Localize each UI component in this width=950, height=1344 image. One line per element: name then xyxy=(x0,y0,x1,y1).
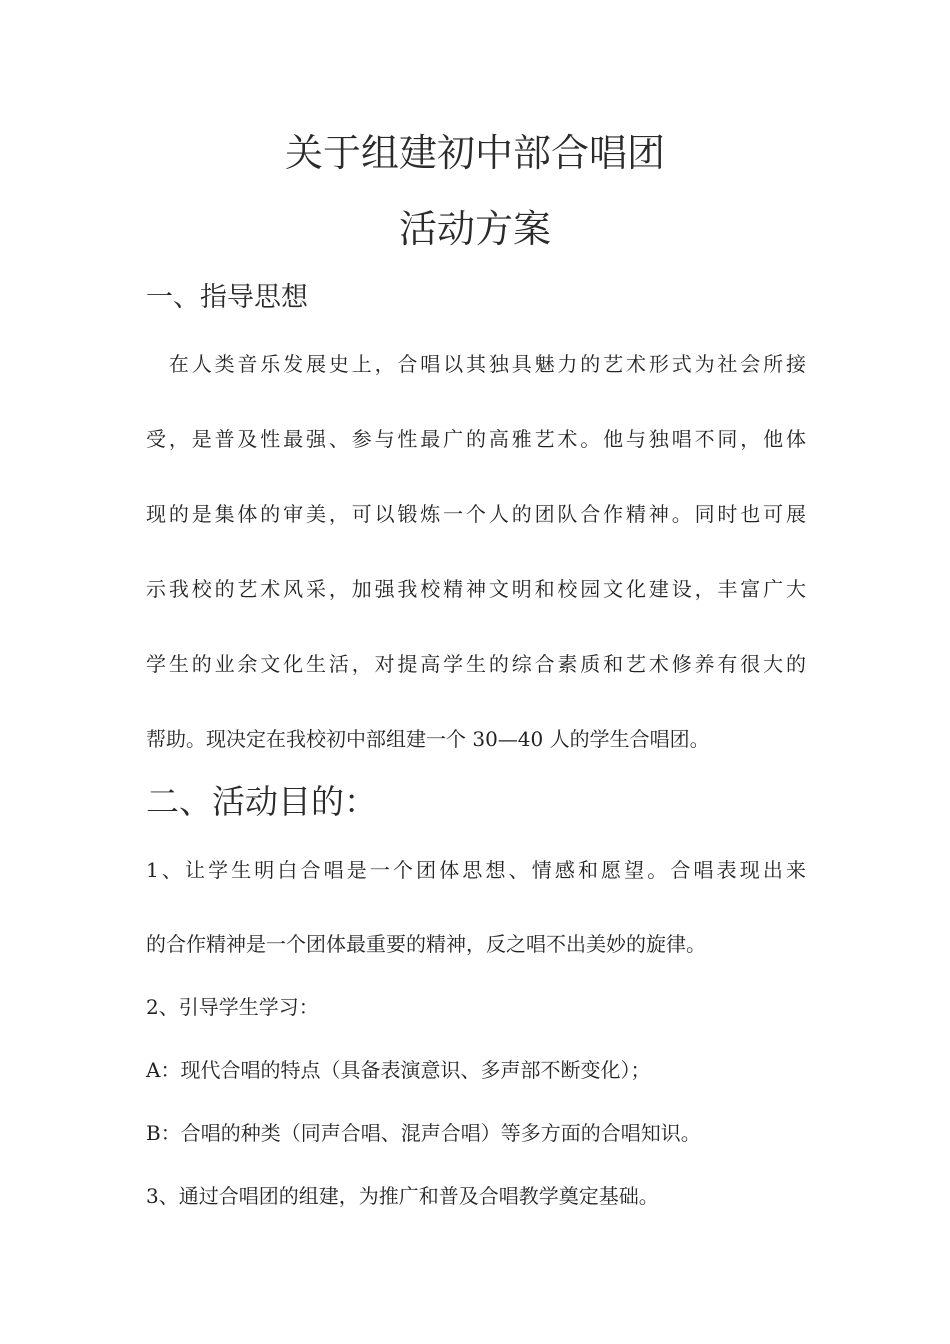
document-title-line-2: 活动方案 xyxy=(398,207,551,251)
section-2-item-2: 2、引导学生学习： xyxy=(146,995,319,1019)
section-2-item-2-b: B：合唱的种类（同声合唱、混声合唱）等多方面的合唱知识。 xyxy=(146,1121,701,1145)
section-2-item-3: 3、通过合唱团的组建，为推广和普及合唱教学奠定基础。 xyxy=(146,1184,659,1208)
section-1-line-3: 现的是集体的审美，可以锻炼一个人的团队合作精神。同时也可展 xyxy=(146,502,806,526)
section-2-item-2-a: A：现代合唱的特点（具备表演意识、多声部不断变化）； xyxy=(146,1058,651,1082)
section-1-heading: 一、指导思想 xyxy=(146,282,308,313)
section-2-item-1-line-2: 的合作精神是一个团体最重要的精神，反之唱不出美妙的旋律。 xyxy=(146,932,706,956)
section-1-line-1: 在人类音乐发展史上，合唱以其独具魅力的艺术形式为社会所接 xyxy=(146,352,806,376)
section-1-line-4: 示我校的艺术风采，加强我校精神文明和校园文化建设，丰富广大 xyxy=(146,577,806,601)
document-title-line-1: 关于组建初中部合唱团 xyxy=(284,131,665,175)
section-1-line-6: 帮助。现决定在我校初中部组建一个 30—40 人的学生合唱团。 xyxy=(146,727,710,751)
section-1-line-2: 受，是普及性最强、参与性最广的高雅艺术。他与独唱不同，他体 xyxy=(146,427,806,451)
section-2-heading: 二、活动目的： xyxy=(146,782,377,821)
section-2-item-1-line-1: 1、让学生明白合唱是一个团体思想、情感和愿望。合唱表现出来 xyxy=(146,858,806,882)
section-1-line-5: 学生的业余文化生活，对提高学生的综合素质和艺术修养有很大的 xyxy=(146,652,806,676)
